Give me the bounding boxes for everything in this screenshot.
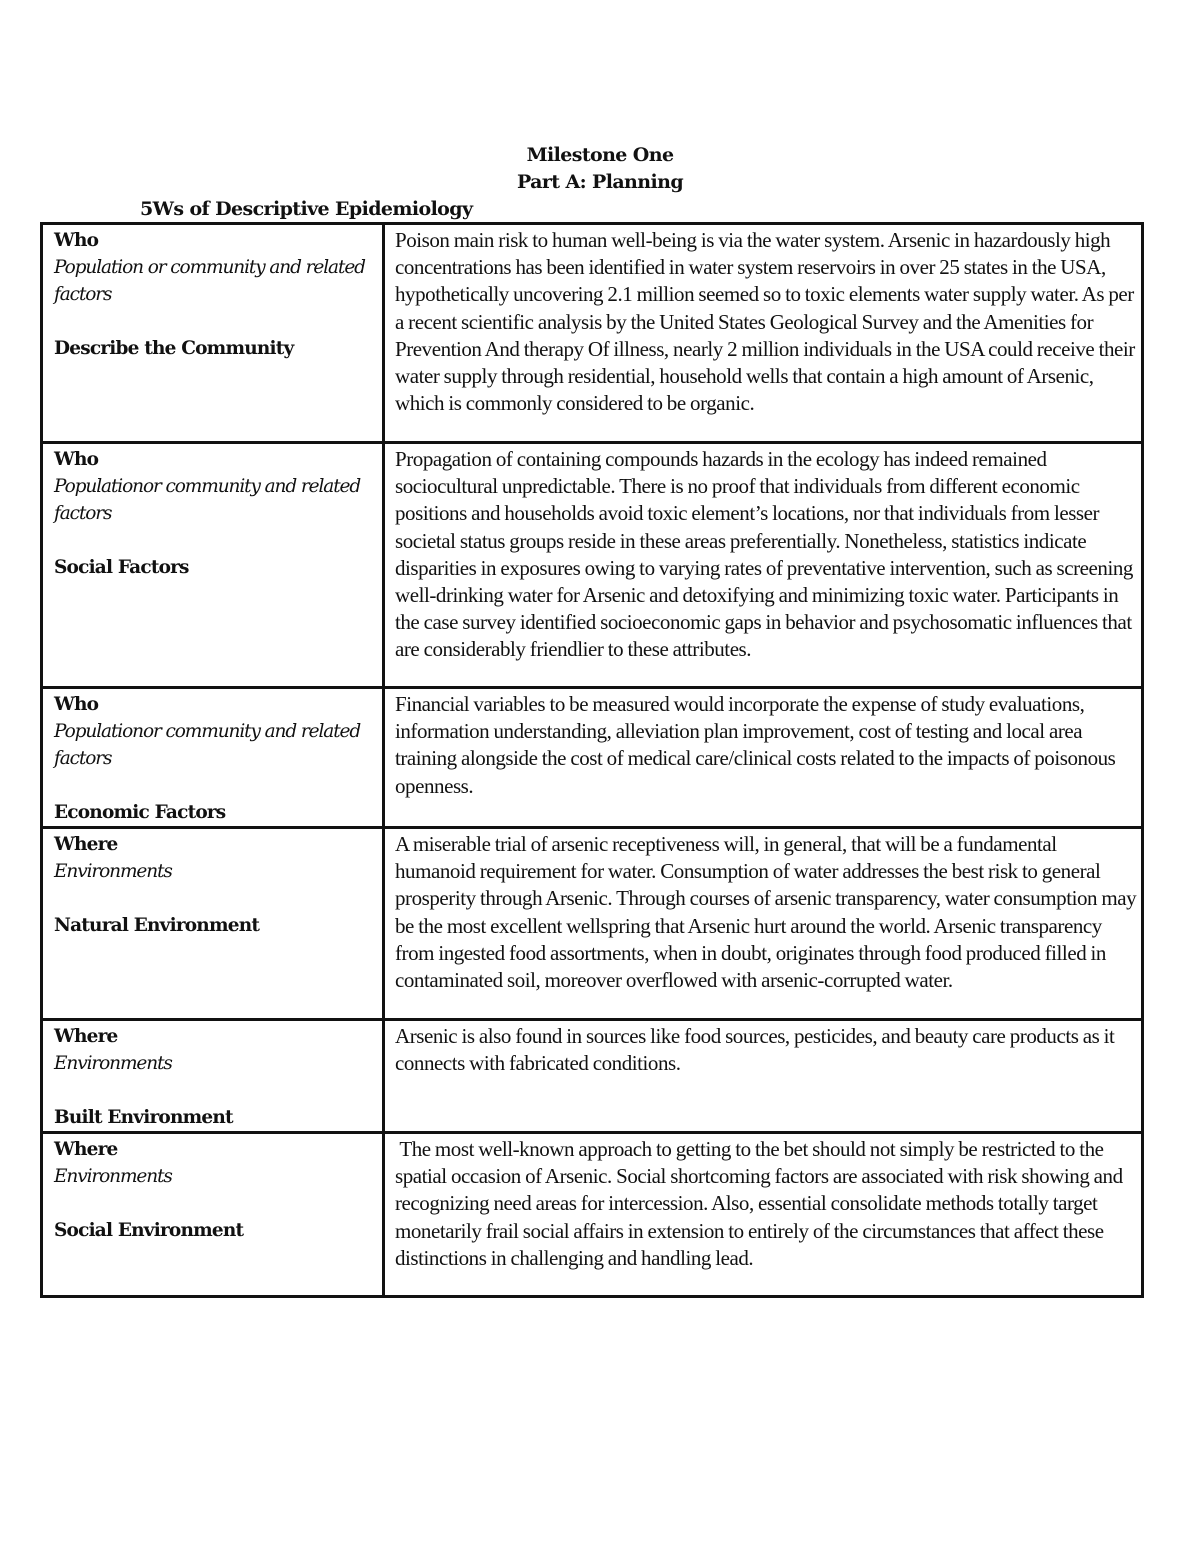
category-label: Describe the Community — [54, 338, 294, 359]
table-row — [42, 443, 1143, 688]
row-label-cell — [42, 1020, 384, 1133]
w-label: Where — [54, 1139, 118, 1160]
w-sublabel: Populationor community and related factors — [54, 721, 361, 769]
category-label: Built Environment — [54, 1107, 233, 1128]
w-sublabel: Environments — [54, 1166, 172, 1187]
w-sublabel: Population or community and related factors — [54, 257, 365, 305]
w-label: Who — [54, 230, 99, 251]
row-content-cell — [384, 443, 1143, 688]
table-row — [42, 688, 1143, 828]
row-text: Propagation of containing compounds hazards in the ecology has indeed remained sociocultural unpredictable. There is no proof that individuals from different economic positions and households avoid toxic element’s locations, nor that individuals from lesser societal status groups reside in these areas preferentially. Nonetheless, statistics indicate disparities in exposures owing to varying rates of preventative intervention, such as screening well-drinking water for Arsenic and detoxifying and minimizing toxic water. Participants in the case survey identified socioeconomic gaps in behavior and psychosomatic influences that are considerably friendlier to these attributes. — [395, 447, 1133, 662]
w-label: Where — [54, 834, 118, 855]
row-text: Arsenic is also found in sources like food sources, pesticides, and beauty care products as it connects with fabricated conditions. — [395, 1024, 1115, 1076]
row-content-cell — [384, 688, 1143, 828]
row-text: Poison main risk to human well-being is via the water system. Arsenic in hazardously high concentrations has been identified in water system reservoirs in over 25 states in the USA, hypothetically uncovering 2.1 million seemed so to toxic elements water supply water. As per a recent scientific analysis by the United States Geological Survey and the Amenities for Prevention And therapy Of illness, nearly 2 million individuals in the USA could receive their water supply through residential, household wells that contain a high amount of Arsenic, which is commonly considered to be organic. — [395, 228, 1135, 416]
w-sublabel: Populationor community and related factors — [54, 476, 361, 524]
row-label-cell — [42, 688, 384, 828]
row-label-cell — [42, 828, 384, 1020]
table-row — [42, 1020, 1143, 1133]
category-label: Social Environment — [54, 1220, 244, 1241]
table-row — [42, 224, 1143, 443]
category-label: Economic Factors — [54, 802, 226, 823]
document-title: Milestone One — [526, 144, 674, 166]
row-text: Financial variables to be measured would incorporate the expense of study evaluations, information understanding, alleviation plan improvement, cost of testing and local area training alongside the cost of medical care/clinical costs related to the impacts of poisonous openness. — [395, 692, 1116, 798]
w-sublabel: Environments — [54, 1053, 172, 1074]
row-text: A miserable trial of arsenic receptiveness will, in general, that will be a fundamental humanoid requirement for water. Consumption of water addresses the best risk to general prosperity through Arsenic. Through courses of arsenic transparency, water consumption may be the most excellent wellspring that Arsenic hurt around the world. Arsenic transparency from ingested food assortments, when in doubt, originates through food produced filled in contaminated soil, moreover overflowed with arsenic-corrupted water. — [395, 832, 1137, 993]
row-label-cell — [42, 443, 384, 688]
row-text: The most well-known approach to getting to the bet should not simply be restricted to the spatial occasion of Arsenic. Social shortcoming factors are associated with risk showing and recognizing need areas for intercession. Also, essential consolidate methods totally target monetarily frail social affairs in extension to entirely of the circumstances that affect these distinctions in challenging and handling lead. — [395, 1137, 1127, 1270]
w-label: Where — [54, 1026, 118, 1047]
category-label: Social Factors — [54, 557, 189, 578]
row-label-cell — [42, 1133, 384, 1297]
epidemiology-table — [40, 222, 1144, 1298]
row-content-cell — [384, 1020, 1143, 1133]
w-label: Who — [54, 694, 99, 715]
row-content-cell — [384, 828, 1143, 1020]
table-caption: 5Ws of Descriptive Epidemiology — [140, 198, 473, 220]
w-label: Who — [54, 449, 99, 470]
w-sublabel: Environments — [54, 861, 172, 882]
document-subtitle: Part A: Planning — [516, 171, 684, 193]
table-row — [42, 828, 1143, 1020]
row-content-cell — [384, 224, 1143, 443]
table-row — [42, 1133, 1143, 1297]
category-label: Natural Environment — [54, 915, 260, 936]
row-content-cell — [384, 1133, 1143, 1297]
row-label-cell — [42, 224, 384, 443]
